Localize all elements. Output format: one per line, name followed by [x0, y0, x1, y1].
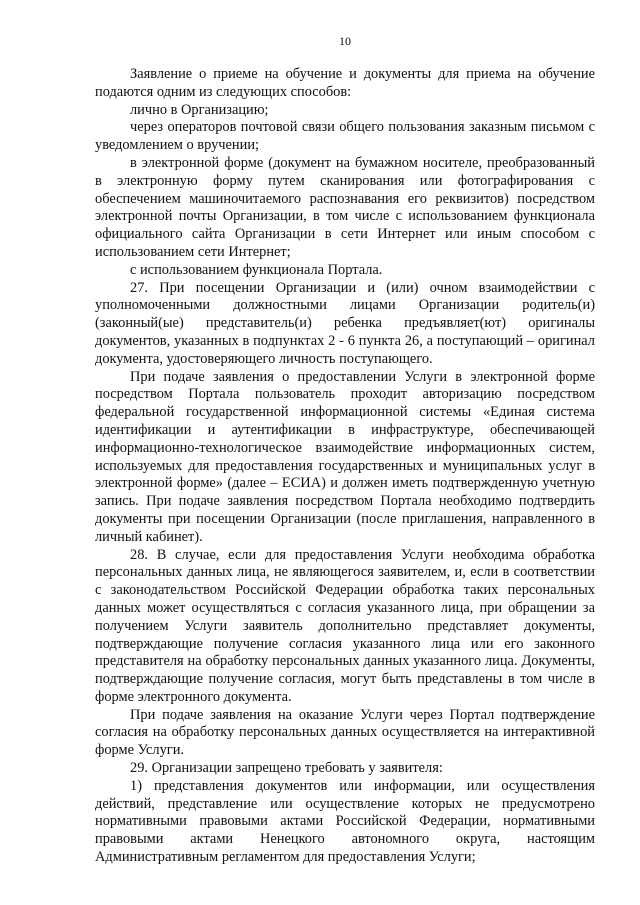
paragraph-electronic-form: в электронной форме (документ на бумажном носителе, преобразованный в электронную форму путем сканирования или фотографирования с обеспечением машиночитаемого распознавания его реквизитов) посредством электронной почты Организации, в том числе с использованием функционала официального сайта Организации в сети Интернет или иным способом с использованием сети Интернет; — [95, 154, 595, 260]
paragraph-by-post: через операторов почтовой связи общего пользования заказным письмом с уведомлением о вручении; — [95, 119, 595, 154]
paragraph-item-27: 27. При посещении Организации и (или) очном взаимодействии с уполномоченными должностными лицами Организации родитель(и) (законный(ые) представитель(и) ребенка предъявляет(ют) оригиналы документов, указанных в подпунктах 2 - 6 пункта 26, а поступающий – оригинал документа, удостоверяющего личность поступающего. — [95, 279, 595, 367]
paragraph-in-person: лично в Организацию; — [130, 101, 269, 118]
paragraph-portal: с использованием функционала Портала. — [130, 261, 383, 278]
paragraph-item-28: 28. В случае, если для предоставления Услуги необходима обработка персональных данных лица, не являющегося заявителем, и, если в соответствии с законодательством Российской Федерации обработка таких персональных данных может осуществляться с согласия указанного лица, при обращении за получением Услуги заявитель дополнительно представляет документы, подтверждающие получение согласия указанного лица или его законного представителя на обработку персональных данных указанного лица. Документы, подтверждающие получение согласия, могут быть представлены в том числе в форме электронного документа. — [95, 546, 595, 705]
paragraph-item-29: 29. Организации запрещено требовать у заявителя: — [130, 760, 443, 777]
paragraph-esia-authorization: При подаче заявления о предоставлении Услуги в электронной форме посредством Портала пользователь проходит авторизацию посредством федеральной государственной информационной системы «Единая система идентификации и аутентификации в инфраструктуре, обеспечивающей информационно-технологическое взаимодействие информационных систем, используемых для предоставления государственных и муниципальных услуг в электронной форме» (далее – ЕСИА) и должен иметь подтвержденную учетную запись. При подаче заявления посредством Портала необходимо подтвердить документы при посещении Организации (после приглашения, направленного в личный кабинет). — [95, 368, 595, 545]
document-body — [95, 66, 595, 867]
page-number: 10 — [339, 34, 351, 48]
paragraph-application-methods: Заявление о приеме на обучение и документы для приема на обучение подаются одним из следующих способов: — [95, 66, 595, 100]
paragraph-consent-on-portal: При подаче заявления на оказание Услуги через Портал подтверждение согласия на обработку персональных данных осуществляется на интерактивной форме Услуги. — [95, 706, 595, 759]
paragraph-item-29-1: 1) представления документов или информации, или осуществления действий, представление или осуществление которых не предусмотрено нормативными правовыми актами Российской Федерации, нормативными правовыми актами Ненецкого автономного округа, настоящим Административным регламентом для предоставления Услуги; — [95, 777, 595, 866]
